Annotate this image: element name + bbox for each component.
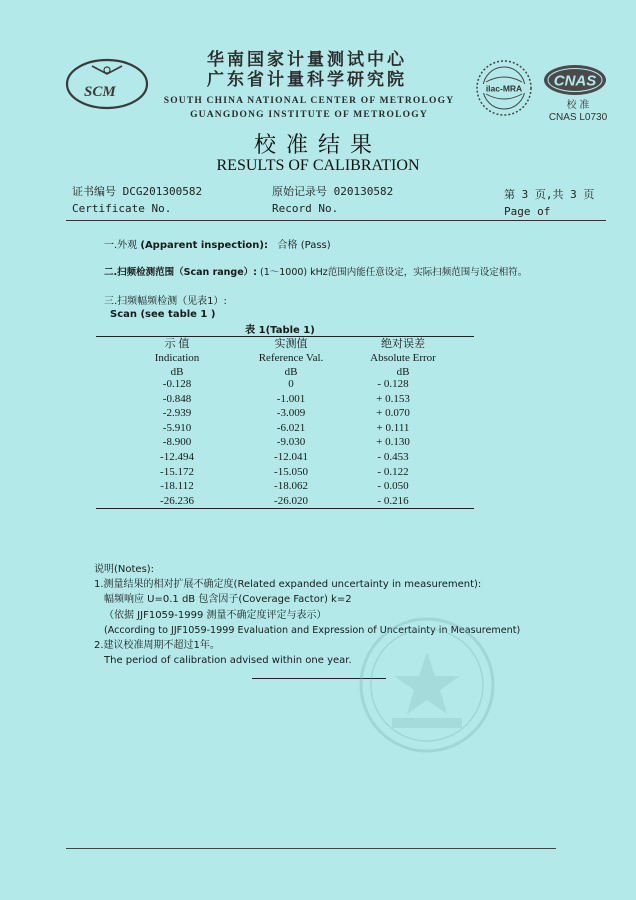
section-scan-amplitude-en: Scan (see table 1 ): [110, 309, 216, 320]
certificate-no-cn: 证书编号 DCG201300582: [72, 185, 203, 198]
column-header-reference: [236, 337, 346, 379]
table-cell: -6.021: [276, 421, 306, 434]
table-cell: -18.112: [160, 480, 194, 493]
note-2-en: The period of calibration advised within one year.: [104, 655, 352, 667]
table-cell: + 0.130: [376, 436, 410, 449]
table-cell: -12.041: [274, 450, 308, 463]
column-header-unit: dB: [284, 366, 298, 378]
table-cell: -0.848: [162, 392, 192, 405]
table-cell: - 0.128: [377, 378, 409, 390]
org-name-cn-line2: 广东省计量科学研究院: [207, 70, 407, 90]
note-1-value: 幅频响应 U=0.1 dB 包含因子(Coverage Factor) k=2: [104, 594, 352, 606]
table-cell: - 0.122: [377, 465, 409, 478]
section-appearance-value: 合格 (Pass): [277, 240, 331, 251]
org-name-en: [148, 94, 470, 122]
section-appearance-label: 一.外观: [104, 240, 138, 251]
table-cell: -15.050: [274, 465, 308, 478]
column-header-unit: dB: [170, 366, 184, 378]
cnas-caption: [546, 100, 610, 124]
certificate-no: [72, 183, 202, 217]
table-cell: + 0.070: [376, 407, 410, 420]
column-indication: [122, 377, 232, 508]
table-cell: - 0.050: [377, 480, 409, 493]
page-number: [504, 186, 594, 220]
table-cell: - 0.453: [377, 450, 409, 463]
ilac-mra-logo: [474, 58, 534, 118]
seal-stamp: [352, 610, 502, 760]
scm-logo-text: SCM: [84, 84, 116, 100]
table-cell: -18.062: [274, 480, 308, 493]
title-en: RESULTS OF CALIBRATION: [216, 157, 420, 174]
note-1-basis-cn: （依据 JJF1059-1999 测量不确定度评定与表示）: [104, 609, 327, 621]
table-cell: + 0.111: [376, 421, 410, 434]
header-divider: [66, 220, 606, 221]
table-cell: -2.939: [162, 407, 192, 420]
note-1: 1.测量结果的相对扩展不确定度(Related expanded uncertainty in measurement):: [94, 579, 482, 591]
section-scan-amplitude: [104, 292, 227, 320]
section-scan-range-label: 二.扫频检测范围: [104, 267, 175, 278]
footer-line: [66, 848, 556, 849]
note-1-basis-en: (According to JJF1059-1999 Evaluation and Expression of Uncertainty in Measurement): [104, 624, 521, 636]
org-name-cn: [152, 50, 462, 90]
column-header-cn: 绝对误差: [381, 338, 425, 350]
table-cell: -8.900: [162, 436, 192, 449]
column-header-en: Reference Val.: [258, 352, 324, 364]
table-cell: -1.001: [276, 392, 306, 405]
table-cell: -9.030: [276, 436, 306, 449]
record-no: [272, 183, 393, 217]
column-header-en: Absolute Error: [370, 352, 436, 364]
section-appearance: [104, 236, 331, 251]
column-header-unit: dB: [396, 366, 410, 378]
scm-logo: [62, 52, 152, 112]
table-cell: -15.172: [160, 465, 194, 478]
note-2: 2.建议校准周期不超过1年。: [94, 640, 220, 652]
section-scan-range: [104, 264, 527, 278]
table-cell: + 0.153: [376, 392, 410, 405]
section-scan-amplitude-label: 三.扫频幅频检测（见表1）:: [104, 296, 227, 307]
table-cell: -0.128: [162, 378, 192, 390]
column-header-error: [348, 337, 458, 379]
title-cn: 校准结果: [253, 133, 382, 158]
table-cell: - 0.216: [377, 494, 409, 507]
column-header-cn: 示 值: [164, 338, 190, 350]
record-no-en: Record No.: [272, 202, 339, 215]
cnas-logo: [542, 62, 608, 98]
page-number-cn: 第 3 页,共 3 页: [504, 188, 595, 201]
page-number-en: Page of: [504, 205, 551, 218]
table-title: 表 1(Table 1): [245, 325, 315, 336]
record-no-cn: 原始记录号 020130582: [272, 185, 394, 198]
notes-heading: 说明(Notes):: [94, 564, 155, 575]
cnas-caption-cn: 校 准: [566, 100, 590, 111]
cnas-caption-id: CNAS L0730: [548, 112, 608, 123]
org-name-en-line1: SOUTH CHINA NATIONAL CENTER OF METROLOGY: [163, 96, 455, 106]
column-header-indication: [122, 337, 232, 379]
table-cell: -12.494: [160, 450, 194, 463]
table-bottom-rule: [96, 508, 474, 509]
table-cell: 0: [288, 378, 294, 390]
certificate-no-en: Certificate No.: [72, 202, 172, 215]
org-name-en-line2: GUANGDONG INSTITUTE OF METROLOGY: [190, 110, 428, 120]
table-cell: -26.020: [274, 494, 308, 507]
section-scan-range-en: （Scan range）:: [174, 267, 257, 278]
org-name-cn-line1: 华南国家计量测试中心: [207, 50, 407, 70]
cnas-logo-text: CNAS: [553, 72, 597, 90]
table-cell: -26.236: [160, 494, 194, 507]
table-cell: -3.009: [276, 407, 306, 420]
section-appearance-en: (Apparent inspection):: [140, 240, 268, 251]
section-scan-range-value: (1～1000) kHz范围内能任意设定，实际扫频范围与设定相符。: [260, 267, 528, 278]
column-header-cn: 实测值: [274, 338, 308, 350]
ilac-mra-logo-text: ilac-MRA: [485, 83, 523, 94]
table-cell: -5.910: [162, 421, 192, 434]
column-error: [338, 377, 448, 508]
column-header-en: Indication: [154, 352, 200, 364]
column-reference: [236, 377, 346, 508]
